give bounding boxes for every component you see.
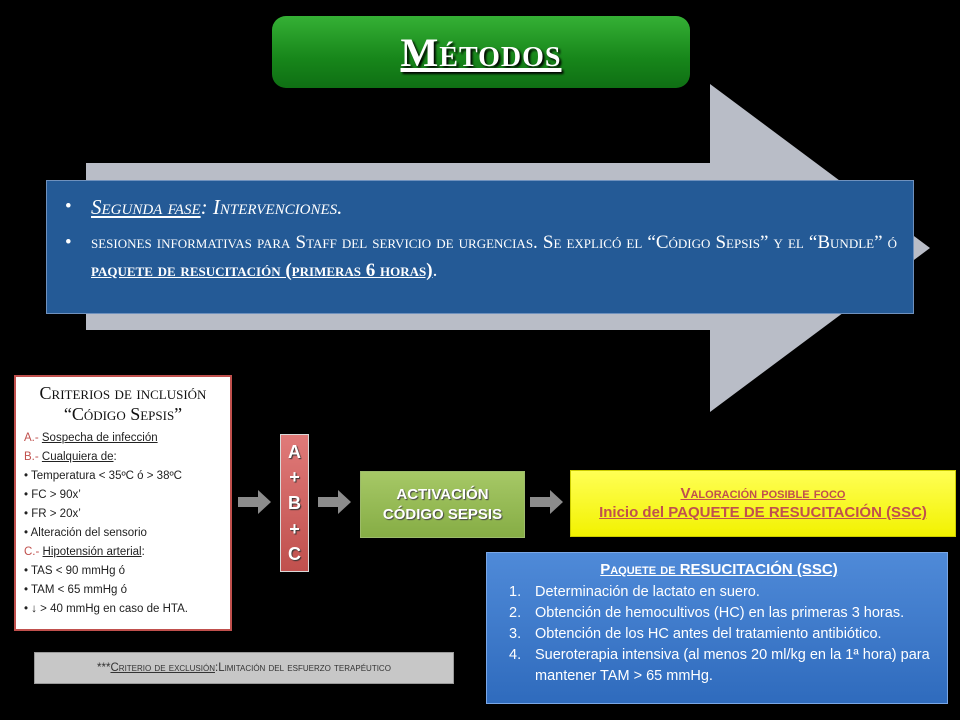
activation-line2: CÓDIGO SEPSIS: [382, 505, 503, 523]
exclusion-text: Limitación del esfuerzo terapéutico: [218, 662, 391, 674]
criteria-title: [24, 383, 222, 425]
criterion-b-colon: :: [113, 451, 117, 463]
criterion-c-colon: :: [141, 546, 145, 558]
package-item-text: Obtención de los HC antes del tratamiento antibiótico.: [535, 626, 882, 642]
criterion-b-item: • FR > 20x’: [24, 505, 222, 524]
abc-letter: A: [288, 441, 301, 462]
intro-panel: [46, 180, 914, 314]
package-item-number: 3.: [509, 626, 522, 642]
sessions-end: .: [432, 260, 438, 281]
package-item: [501, 645, 937, 687]
package-item-text: Determinación de lactato en suero.: [535, 584, 760, 600]
exclusion-label: Criterio de exclusión: [110, 662, 215, 674]
abc-letter: B: [288, 492, 301, 513]
valuation-line2: Inicio del PAQUETE DE RESUCITACIÓN (SSC): [599, 504, 927, 521]
criterion-b-item: • Temperatura < 35ºC ó > 38ºC: [24, 467, 222, 486]
criterion-c: [24, 543, 222, 562]
intro-item-phase: [91, 193, 897, 223]
criteria-title-line2: “Código Sepsis”: [63, 404, 183, 424]
package-title: Paquete de RESUCITACIÓN (SSC): [600, 561, 838, 578]
package-item-number: 2.: [509, 605, 522, 621]
exclusion-criterion-box: [34, 652, 454, 684]
criterion-a: [24, 429, 222, 448]
page-title: Métodos: [400, 29, 562, 75]
abc-plus: +: [289, 467, 300, 488]
focus-evaluation-box: [570, 470, 956, 537]
exclusion-colon: :: [214, 662, 219, 674]
abc-plus: +: [289, 518, 300, 539]
criterion-b-item: • Alteración del sensorio: [24, 524, 222, 543]
criterion-c-item: • ↓ > 40 mmHg en caso de HTA.: [24, 600, 222, 619]
abc-box: [280, 434, 309, 572]
criterion-b-item: • FC > 90x’: [24, 486, 222, 505]
phase-label: Segunda fase: [91, 195, 201, 219]
criterion-a-text: Sospecha de infección: [41, 432, 158, 444]
criterion-b: [24, 448, 222, 467]
valuation-line1: Valoración posible foco: [680, 485, 846, 502]
package-item: [501, 603, 937, 624]
criterion-a-prefix: A.-: [24, 432, 42, 444]
criterion-c-prefix: C.-: [24, 546, 43, 558]
criteria-title-line1: Criterios de inclusión: [39, 383, 207, 403]
bundle-link-text: paquete de resucitación (primeras 6 horas): [91, 260, 433, 281]
abc-letter: C: [288, 544, 301, 565]
intro-item-sessions: [91, 229, 897, 285]
package-item-number: 4.: [509, 647, 522, 663]
resuscitation-package-box: [486, 552, 948, 704]
inclusion-criteria-box: [14, 375, 232, 631]
title-banner: [272, 16, 690, 88]
package-item-number: 1.: [509, 584, 522, 600]
arrow-right-icon: [318, 489, 352, 515]
criterion-c-text: Hipotensión arterial: [42, 546, 142, 558]
package-item-text: Obtención de hemocultivos (HC) en las primeras 3 horas.: [535, 605, 905, 621]
criterion-c-item: • TAM < 65 mmHg ó: [24, 581, 222, 600]
package-list: [501, 582, 937, 687]
arrow-right-icon: [238, 489, 272, 515]
package-item-text: Sueroterapia intensiva (al menos 20 ml/kg en la 1ª hora) para mantener TAM > 65 mmHg.: [535, 647, 930, 684]
criterion-b-prefix: B.-: [24, 451, 42, 463]
sessions-text: sesiones informativas para Staff del servicio de urgencias. Se explicó el “Código Sepsis” y el “Bundle” ó: [91, 232, 897, 253]
phase-rest: : Intervenciones.: [200, 195, 343, 219]
package-item: [501, 624, 937, 645]
activation-line1: ACTIVACIÓN: [396, 485, 489, 503]
sepsis-code-activation-box: [360, 471, 525, 538]
package-item: [501, 582, 937, 603]
criterion-c-item: • TAS < 90 mmHg ó: [24, 562, 222, 581]
exclusion-stars: ***: [97, 662, 111, 674]
arrow-right-icon: [530, 489, 564, 515]
criterion-b-text: Cualquiera de: [41, 451, 114, 463]
intro-list: [57, 193, 897, 285]
